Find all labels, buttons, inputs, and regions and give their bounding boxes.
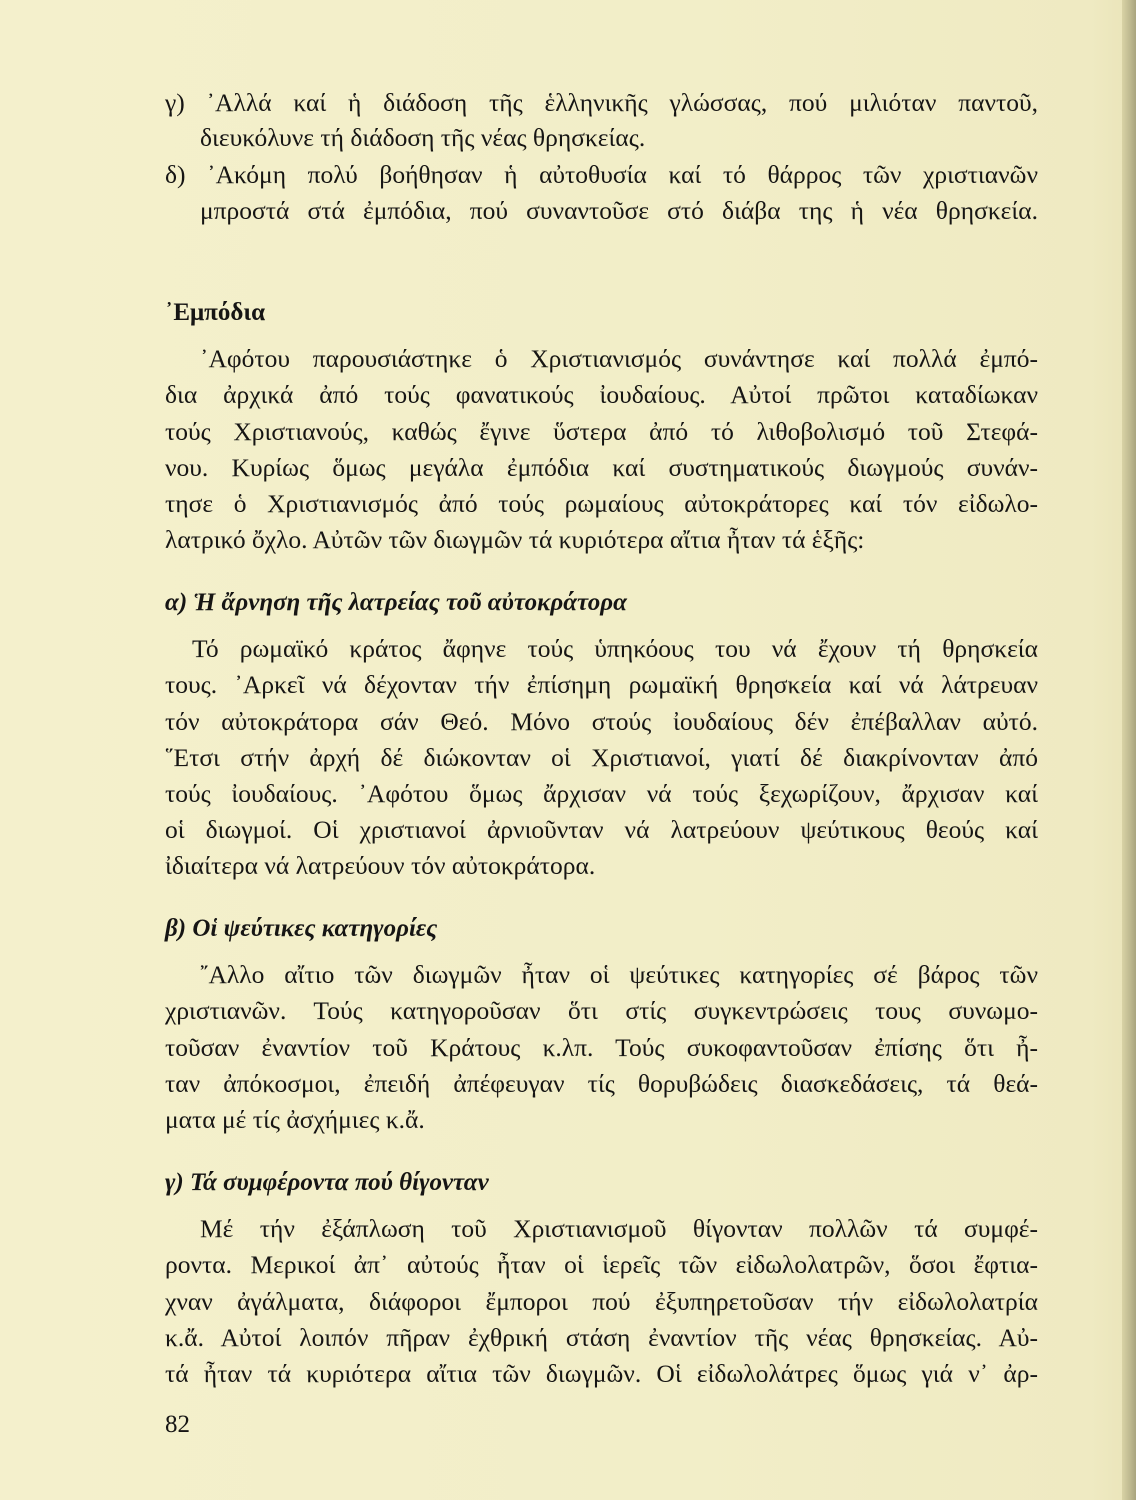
paragraph-line: λατρικό ὄχλο. Αὐτῶν τῶν διωγμῶν τά κυριότερα αἴτια ἦταν τά ἑξῆς:	[165, 525, 865, 554]
paragraph-line: οἱ διωγμοί. Οἱ χριστιανοί ἀρνιοῦνταν νά λατρεύουν ψεύτικους θεούς καί	[165, 815, 1038, 844]
subsection-heading: γ) Τά συμφέροντα πού θίγονταν	[165, 1169, 489, 1196]
paragraph-line: τοῦσαν ἐναντίον τοῦ Κράτους κ.λπ. Τούς συκοφαντοῦσαν ἐπίσης ὅτι ἦ-	[165, 1033, 1038, 1062]
paragraph-line: ταν ἀπόκοσμοι, ἐπειδή ἀπέφευγαν τίς θορυβώδεις διασκεδάσεις, τά θεά-	[165, 1069, 1038, 1098]
list-item-line: γ) ᾿Αλλά καί ἡ διάδοση τῆς ἑλληνικῆς γλώσσας, πού μιλιόταν παντοῦ,	[165, 88, 1038, 117]
paragraph-line: κ.ἄ. Αὐτοί λοιπόν πῆραν ἐχθρική στάση ἐναντίον τῆς νέας θρησκείας. Αὐ-	[165, 1323, 1038, 1352]
page-number: 82	[165, 1411, 190, 1438]
list-item-line: δ) ᾿Ακόμη πολύ βοήθησαν ἡ αὐτοθυσία καί τό θάρρος τῶν χριστιανῶν	[165, 160, 1038, 189]
paragraph-line: δια ἀρχικά ἀπό τούς φανατικούς ἰουδαίους. Αὐτοί πρῶτοι καταδίωκαν	[165, 380, 1038, 409]
paragraph-line: ῎Αλλο αἴτιο τῶν διωγμῶν ἦταν οἱ ψεύτικες κατηγορίες σέ βάρος τῶν	[200, 960, 1038, 989]
paragraph-line: ἰδιαίτερα νά λατρεύουν τόν αὐτοκράτορα.	[165, 851, 596, 880]
paragraph-line: χριστιανῶν. Τούς κατηγοροῦσαν ὅτι στίς συγκεντρώσεις τους συνωμο-	[165, 996, 1038, 1025]
section-heading: ᾿Εμπόδια	[165, 299, 266, 326]
paragraph-line: τούς ἰουδαίους. ᾿Αφότου ὅμως ἄρχισαν νά τούς ξεχωρίζουν, ἄρχισαν καί	[165, 779, 1038, 808]
paragraph-line: χναν ἀγάλματα, διάφοροι ἔμποροι πού ἐξυπηρετοῦσαν τήν εἰδωλολατρία	[165, 1287, 1038, 1316]
list-item-line: μπροστά στά ἐμπόδια, πού συναντοῦσε στό διάβα της ἡ νέα θρησκεία.	[200, 196, 1038, 225]
paragraph-line: ροντα. Μερικοί ἀπ᾿ αὐτούς ἦταν οἱ ἱερεῖς τῶν εἰδωλολατρῶν, ὅσοι ἔφτια-	[165, 1250, 1038, 1279]
paragraph-line: τησε ὁ Χριστιανισμός ἀπό τούς ρωμαίους αὐτοκράτορες καί τόν εἰδωλο-	[165, 489, 1038, 518]
subsection-heading: β) Οἱ ψεύτικες κατηγορίες	[165, 915, 438, 942]
paragraph-line: Μέ τήν ἐξάπλωση τοῦ Χριστιανισμοῦ θίγονταν πολλῶν τά συμφέ-	[200, 1214, 1038, 1243]
paragraph-line: ματα μέ τίς ἀσχήμιες κ.ἄ.	[165, 1105, 425, 1134]
paragraph-line: νου. Κυρίως ὅμως μεγάλα ἐμπόδια καί συστηματικούς διωγμούς συνάν-	[165, 453, 1038, 482]
subsection-heading: α) Ἡ ἄρνηση τῆς λατρείας τοῦ αὐτοκράτορα	[165, 589, 628, 616]
paragraph-line: ῞Ετσι στήν ἀρχή δέ διώκονταν οἱ Χριστιανοί, γιατί δέ διακρίνονταν ἀπό	[165, 743, 1038, 772]
list-item-line: διευκόλυνε τή διάδοση τῆς νέας θρησκείας.	[200, 123, 646, 152]
paragraph-line: Τό ρωμαϊκό κράτος ἄφηνε τούς ὑπηκόους του νά ἔχουν τή θρησκεία	[192, 634, 1038, 663]
page-edge	[1122, 0, 1136, 1500]
paragraph-line: τους. ᾿Αρκεῖ νά δέχονταν τήν ἐπίσημη ρωμαϊκή θρησκεία καί νά λάτρευαν	[165, 670, 1038, 699]
paragraph-line: τούς Χριστιανούς, καθώς ἔγινε ὕστερα ἀπό τό λιθοβολισμό τοῦ Στεφά-	[165, 417, 1038, 446]
paragraph-line: τά ἦταν τά κυριότερα αἴτια τῶν διωγμῶν. Οἱ εἰδωλολάτρες ὅμως γιά ν᾿ ἀρ-	[165, 1359, 1038, 1388]
paragraph-line: ᾿Αφότου παρουσιάστηκε ὁ Χριστιανισμός συνάντησε καί πολλά ἐμπό-	[200, 344, 1038, 373]
paragraph-line: τόν αὐτοκράτορα σάν Θεό. Μόνο στούς ἰουδαίους δέν ἐπέβαλλαν αὐτό.	[165, 707, 1038, 736]
